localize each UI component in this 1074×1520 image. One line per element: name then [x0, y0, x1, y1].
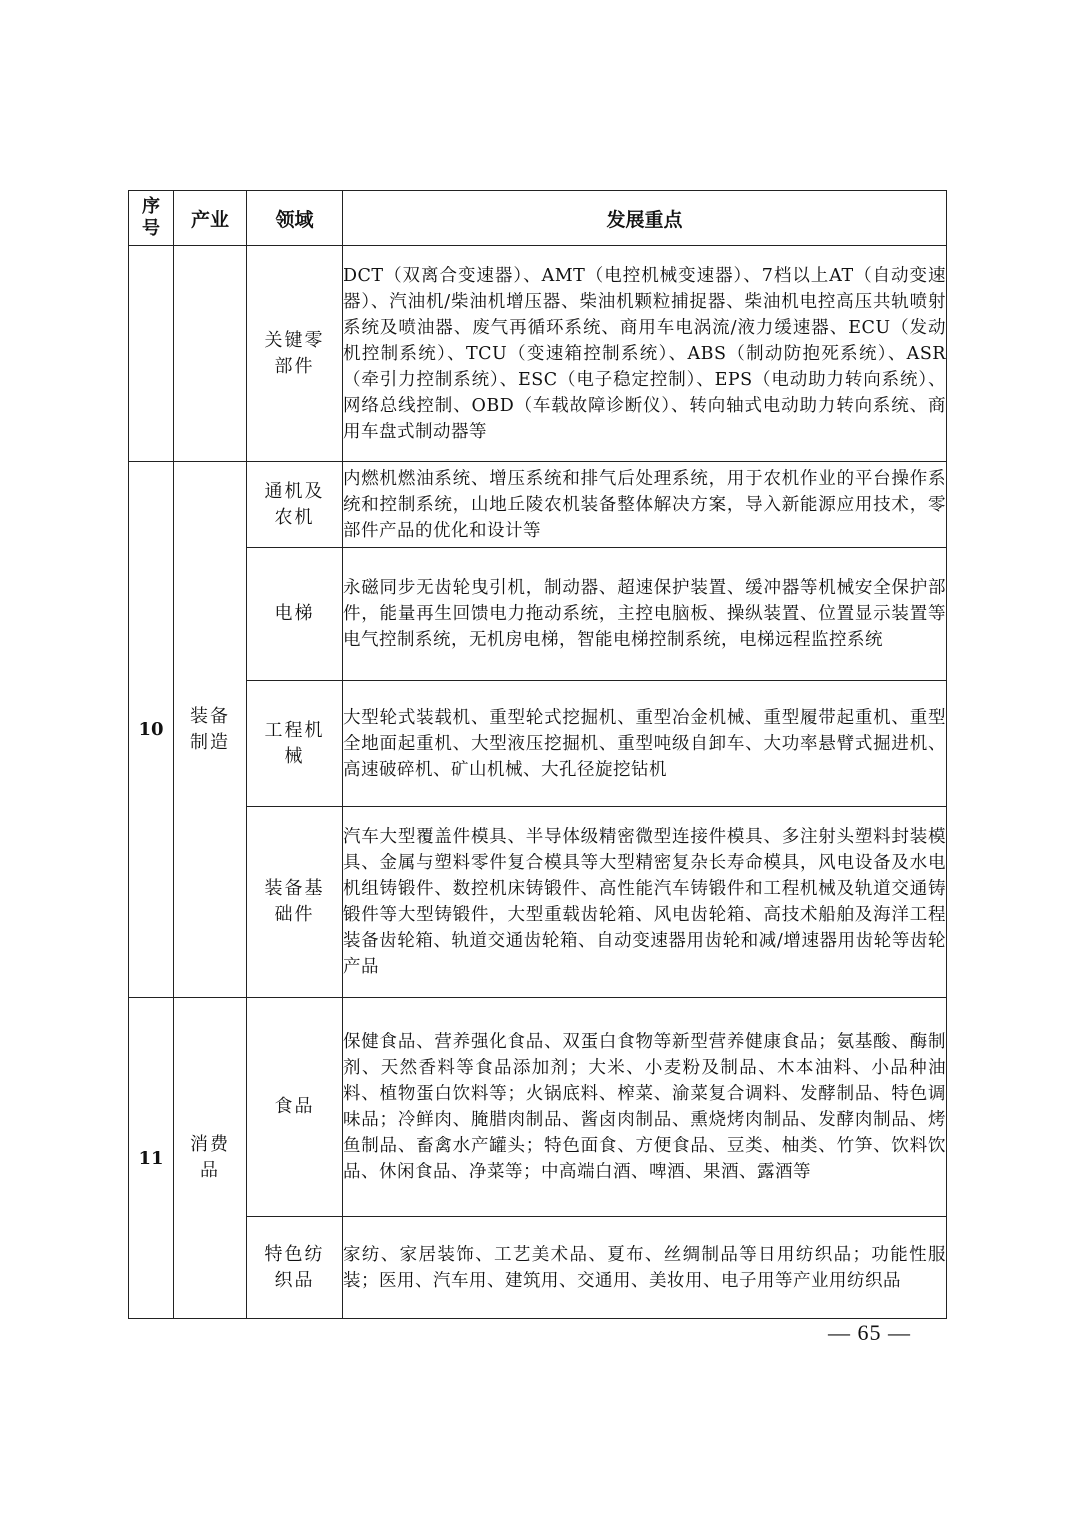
row-focus: 汽车大型覆盖件模具、半导体级精密微型连接件模具、多注射头塑料封装模具、金属与塑料零件复合模具等大型精密复杂长寿命模具，风电设备及水电机组铸锻件、数控机床铸锻件、高性能汽车铸锻件和工程机械及轨道交通铸锻件等大型铸锻件，大型重载齿轮箱、风电齿轮箱、高技术船舶及海洋工程装备齿轮箱、轨道交通齿轮箱、自动变速器用齿轮和减/增速器用齿轮等齿轮产品: [343, 807, 947, 998]
development-focus-table: [128, 190, 947, 1319]
row-no: 10: [129, 462, 174, 998]
table-row: [129, 1217, 947, 1319]
row-field: 工程机械: [247, 681, 343, 807]
row-field: 关键零部件: [247, 246, 343, 462]
table-row: [129, 462, 947, 548]
table-row: [129, 998, 947, 1217]
row-focus: 保健食品、营养强化食品、双蛋白食物等新型营养健康食品；氨基酸、酶制剂、天然香料等食品添加剂；大米、小麦粉及制品、木本油料、小品种油料、植物蛋白饮料等；火锅底料、榨菜、渝菜复合调料、发酵制品、特色调味品；冷鲜肉、腌腊肉制品、酱卤肉制品、熏烧烤肉制品、发酵肉制品、烤鱼制品、畜禽水产罐头；特色面食、方便食品、豆类、柚类、竹笋、饮料饮品、休闲食品、净菜等；中高端白酒、啤酒、果酒、露酒等: [343, 998, 947, 1217]
row-field: 装备基础件: [247, 807, 343, 998]
table-header-row: [129, 191, 947, 246]
header-no: 序号: [129, 191, 174, 246]
row-focus: DCT（双离合变速器）、AMT（电控机械变速器）、7档以上AT（自动变速器）、汽油机/柴油机增压器、柴油机颗粒捕捉器、柴油机电控高压共轨喷射系统及喷油器、废气再循环系统、商用车电涡流/液力缓速器、ECU（发动机控制系统）、TCU（变速箱控制系统）、ABS（制动防抱死系统）、ASR（牵引力控制系统）、ESC（电子稳定控制）、EPS（电动助力转向系统）、网络总线控制、OBD（车载故障诊断仪）、转向轴式电动助力转向系统、商用车盘式制动器等: [343, 246, 947, 462]
page-number: — 65 —: [828, 1320, 911, 1345]
table-row: [129, 548, 947, 681]
row-industry: [174, 246, 247, 462]
header-industry: 产业: [174, 191, 247, 246]
row-no: 11: [129, 998, 174, 1319]
row-field: 特色纺织品: [247, 1217, 343, 1319]
table-row: [129, 681, 947, 807]
table-row: [129, 807, 947, 998]
row-field: 通机及农机: [247, 462, 343, 548]
row-focus: 家纺、家居装饰、工艺美术品、夏布、丝绸制品等日用纺织品；功能性服装；医用、汽车用、建筑用、交通用、美妆用、电子用等产业用纺织品: [343, 1217, 947, 1319]
header-focus: 发展重点: [343, 191, 947, 246]
row-focus: 大型轮式装载机、重型轮式挖掘机、重型冶金机械、重型履带起重机、重型全地面起重机、大型液压挖掘机、重型吨级自卸车、大功率悬臂式掘进机、高速破碎机、矿山机械、大孔径旋挖钻机: [343, 681, 947, 807]
row-field: 电梯: [247, 548, 343, 681]
row-field: 食品: [247, 998, 343, 1217]
header-field: 领域: [247, 191, 343, 246]
table-row: [129, 246, 947, 462]
row-focus: 内燃机燃油系统、增压系统和排气后处理系统，用于农机作业的平台操作系统和控制系统，山地丘陵农机装备整体解决方案，导入新能源应用技术，零部件产品的优化和设计等: [343, 462, 947, 548]
row-industry: 消费品: [174, 998, 247, 1319]
row-focus: 永磁同步无齿轮曳引机，制动器、超速保护装置、缓冲器等机械安全保护部件，能量再生回馈电力拖动系统，主控电脑板、操纵装置、位置显示装置等电气控制系统，无机房电梯，智能电梯控制系统，电梯远程监控系统: [343, 548, 947, 681]
row-no: [129, 246, 174, 462]
row-industry: 装备制造: [174, 462, 247, 998]
